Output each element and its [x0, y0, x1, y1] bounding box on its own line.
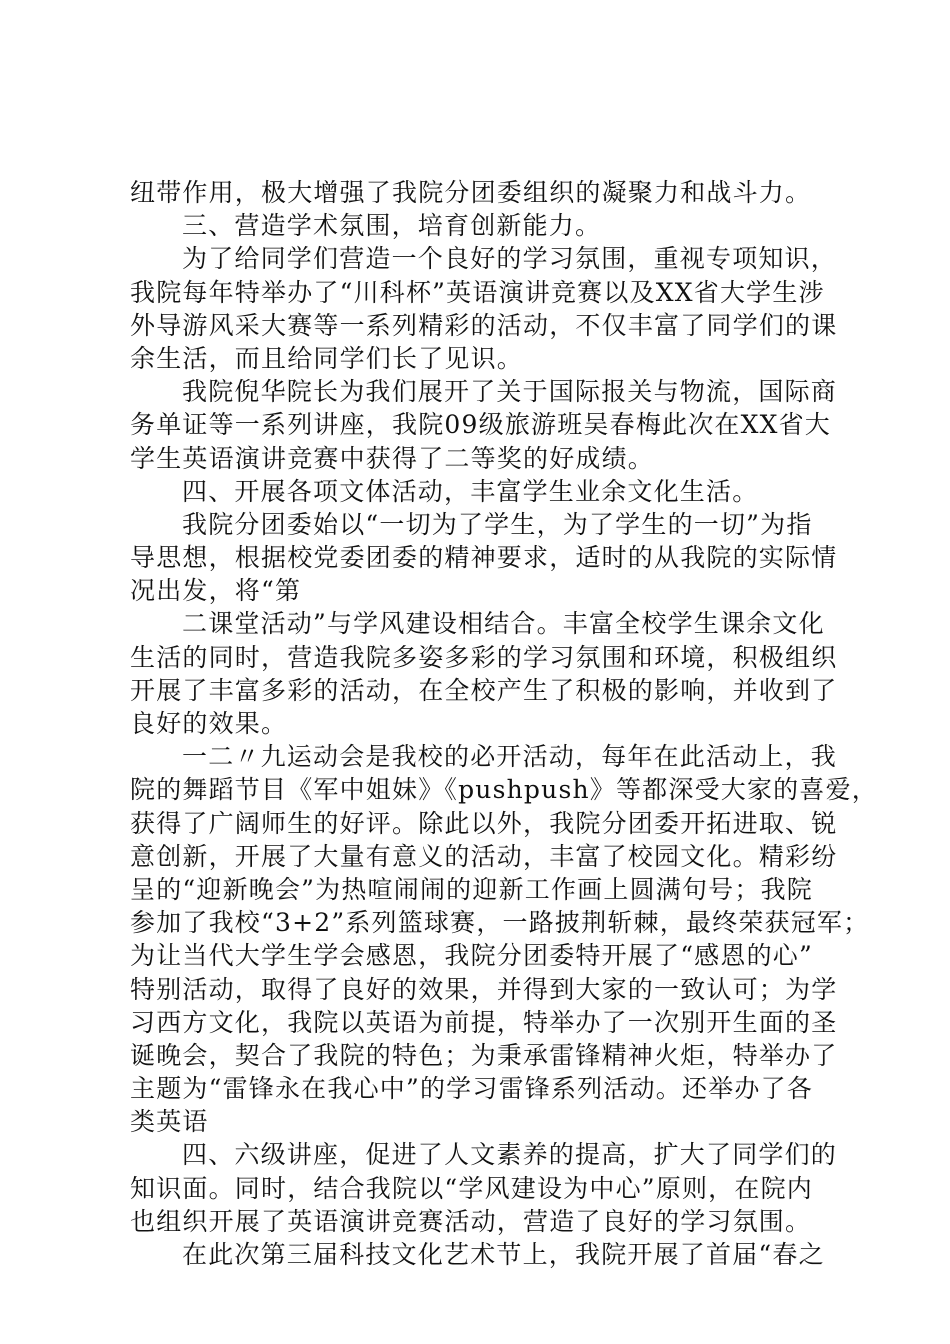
body-line: 生活的同时，营造我院多姿多彩的学习氛围和环境，积极组织: [130, 642, 838, 672]
body-line: 获得了广阔师生的好评。除此以外，我院分团委开拓进取、锐: [130, 808, 838, 838]
body-line: 我院分团委始以“一切为了学生，为了学生的一切”为指: [182, 509, 813, 539]
section-heading: 四、开展各项文体活动，丰富学生业余文化生活。: [182, 476, 759, 506]
body-line: 意创新，开展了大量有意义的活动，丰富了校园文化。精彩纷: [130, 841, 838, 871]
body-line: 特别活动，取得了良好的效果，并得到大家的一致认可；为学: [130, 974, 838, 1004]
body-line: 良好的效果。: [130, 709, 288, 738]
body-line: 院的舞蹈节目《军中姐妹》《pushpush》等都深受大家的喜爱，: [130, 775, 878, 805]
body-line: 开展了丰富多彩的活动，在全校产生了积极的影响，并收到了: [130, 675, 838, 705]
body-line: 在此次第三届科技文化艺术节上，我院开展了首届“春之: [182, 1240, 825, 1269]
body-line: 知识面。同时，结合我院以“学风建设为中心”原则，在院内: [130, 1173, 813, 1203]
body-line: 习西方文化，我院以英语为前提，特举办了一次别开生面的圣: [130, 1007, 838, 1037]
body-line: 余生活，而且给同学们长了见识。: [130, 343, 524, 373]
body-line: 我院每年特举办了“川科杯”英语演讲竞赛以及XX省大学生涉: [130, 277, 825, 307]
body-line: 为让当代大学生学会感恩，我院分团委特开展了“感恩的心”: [130, 941, 813, 971]
body-line: 诞晚会，契合了我院的特色；为秉承雷锋精神火炬，特举办了: [130, 1040, 838, 1070]
body-line: 主题为“雷锋永在我心中”的学习雷锋系列活动。还举办了各: [130, 1074, 813, 1104]
body-line: 外导游风采大赛等一系列精彩的活动，不仅丰富了同学们的课: [130, 310, 838, 340]
section-heading: 三、营造学术氛围，培育创新能力。: [182, 211, 602, 241]
body-line: 况出发，将“第: [130, 576, 302, 606]
body-line: 纽带作用，极大增强了我院分团委组织的凝聚力和战斗力。: [130, 178, 812, 207]
document-body: [130, 176, 878, 1271]
body-line: 为了给同学们营造一个良好的学习氛围，重视专项知识，: [182, 244, 838, 274]
body-line: 我院倪华院长为我们展开了关于国际报关与物流，国际商: [182, 377, 838, 407]
body-line: 二课堂活动”与学风建设相结合。丰富全校学生课余文化: [182, 609, 825, 639]
body-line: 学生英语演讲竞赛中获得了二等奖的好成绩。: [130, 443, 655, 473]
body-line: 务单证等一系列讲座，我院09级旅游班吴春梅此次在XX省大: [130, 410, 832, 440]
body-line: 四、六级讲座，促进了人文素养的提高，扩大了同学们的: [182, 1140, 838, 1170]
body-line: 导思想，根据校党委团委的精神要求，适时的从我院的实际情: [130, 543, 838, 573]
body-line: 一二〃九运动会是我校的必开活动，每年在此活动上，我: [182, 742, 838, 772]
body-line: 呈的“迎新晚会”为热喧闹闹的迎新工作画上圆满句号；我院: [130, 874, 813, 904]
body-line: 类英语: [130, 1107, 209, 1137]
body-line: 也组织开展了英语演讲竞赛活动，营造了良好的学习氛围。: [130, 1206, 812, 1236]
body-line: 参加了我校“3+2”系列篮球赛，一路披荆斩棘，最终荣获冠军；: [130, 908, 870, 938]
